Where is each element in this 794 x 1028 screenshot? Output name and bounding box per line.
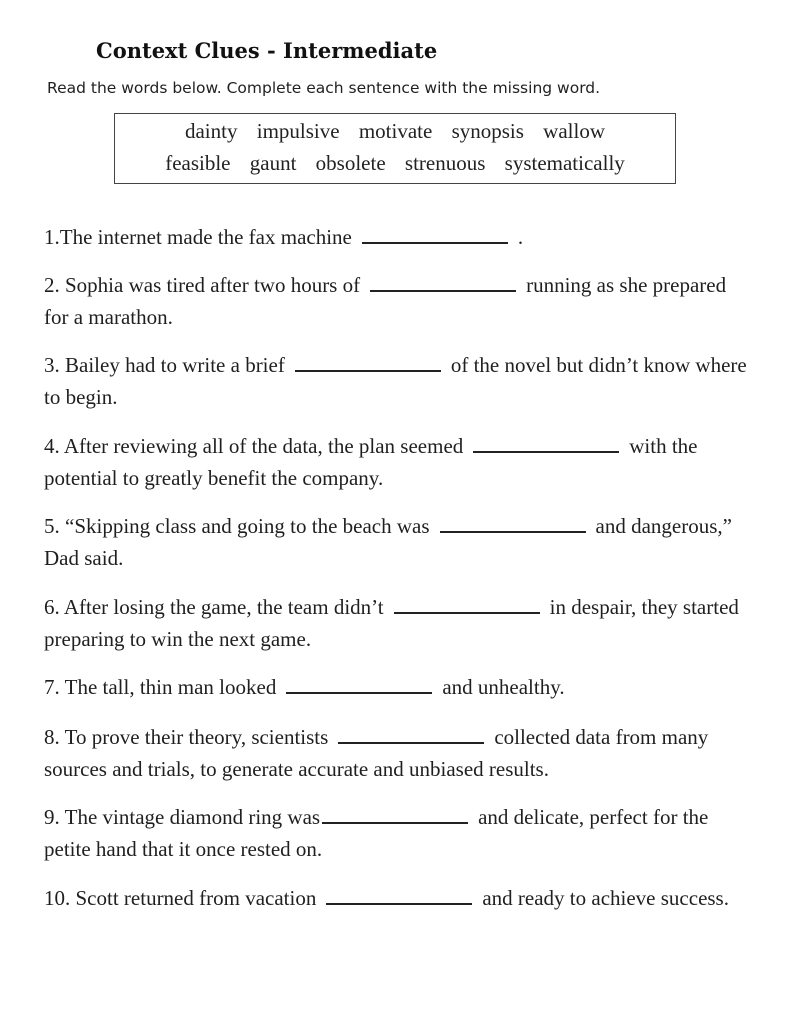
question-text-before: 9. The vintage diamond ring was xyxy=(44,805,321,829)
question-4 xyxy=(44,429,754,494)
worksheet-title: Context Clues - Intermediate xyxy=(96,38,438,63)
word-bank-word: strenuous xyxy=(404,151,486,175)
word-bank-word: motivate xyxy=(358,119,433,143)
question-9 xyxy=(44,800,754,865)
word-bank-word: wallow xyxy=(543,119,605,143)
question-text-after: running as she prepared for a marathon. xyxy=(44,273,727,329)
word-bank-word: systematically xyxy=(504,151,625,175)
answer-blank[interactable] xyxy=(338,720,484,744)
answer-blank[interactable] xyxy=(370,268,516,292)
question-text-after: collected data from many sources and trials, to generate accurate and unbiased results. xyxy=(44,725,709,781)
answer-blank[interactable] xyxy=(326,881,472,905)
question-text-after: of the novel but didn’t know where to begin. xyxy=(44,353,747,409)
question-text-before: 10. Scott returned from vacation xyxy=(44,886,317,910)
question-text-after: in despair, they started preparing to win the next game. xyxy=(44,595,739,651)
question-text-before: 2. Sophia was tired after two hours of xyxy=(44,273,361,297)
question-8 xyxy=(44,720,754,785)
question-text-before: 4. After reviewing all of the data, the plan seemed xyxy=(44,434,464,458)
question-text-after: with the potential to greatly benefit the company. xyxy=(44,434,698,490)
word-bank-word: impulsive xyxy=(256,119,340,143)
question-text-before: 8. To prove their theory, scientists xyxy=(44,725,329,749)
question-text-after: and unhealthy. xyxy=(442,675,565,699)
question-text-after: . xyxy=(517,225,524,249)
word-bank-word: obsolete xyxy=(315,151,386,175)
answer-blank[interactable] xyxy=(394,590,540,614)
question-5 xyxy=(44,509,754,574)
question-text-before: 3. Bailey had to write a brief xyxy=(44,353,285,377)
word-bank-word: synopsis xyxy=(451,119,524,143)
question-3 xyxy=(44,348,754,413)
word-bank-word: dainty xyxy=(184,119,238,143)
answer-blank[interactable] xyxy=(473,429,619,453)
answer-blank[interactable] xyxy=(322,800,468,824)
question-text-after: and dangerous,” Dad said. xyxy=(44,514,732,570)
answer-blank[interactable] xyxy=(362,220,508,244)
answer-blank[interactable] xyxy=(295,348,441,372)
question-2 xyxy=(44,268,754,333)
answer-blank[interactable] xyxy=(286,670,432,694)
question-10 xyxy=(44,881,754,914)
question-text-before: 5. “Skipping class and going to the beach was xyxy=(44,514,430,538)
question-text-after: and delicate, perfect for the petite hand that it once rested on. xyxy=(44,805,709,861)
question-7 xyxy=(44,670,754,703)
question-text-after: and ready to achieve success. xyxy=(482,886,729,910)
question-6 xyxy=(44,590,754,655)
question-text-before: 1.The internet made the fax machine xyxy=(44,225,352,249)
word-bank xyxy=(114,113,676,184)
question-text-before: 6. After losing the game, the team didn’t xyxy=(44,595,384,619)
word-bank-row-2 xyxy=(115,151,675,176)
word-bank-word: feasible xyxy=(165,151,231,175)
instructions: Read the words below. Complete each sentence with the missing word. xyxy=(47,79,601,97)
question-1 xyxy=(44,220,754,253)
word-bank-row-1 xyxy=(115,119,675,144)
answer-blank[interactable] xyxy=(440,509,586,533)
question-text-before: 7. The tall, thin man looked xyxy=(44,675,277,699)
word-bank-word: gaunt xyxy=(249,151,297,175)
